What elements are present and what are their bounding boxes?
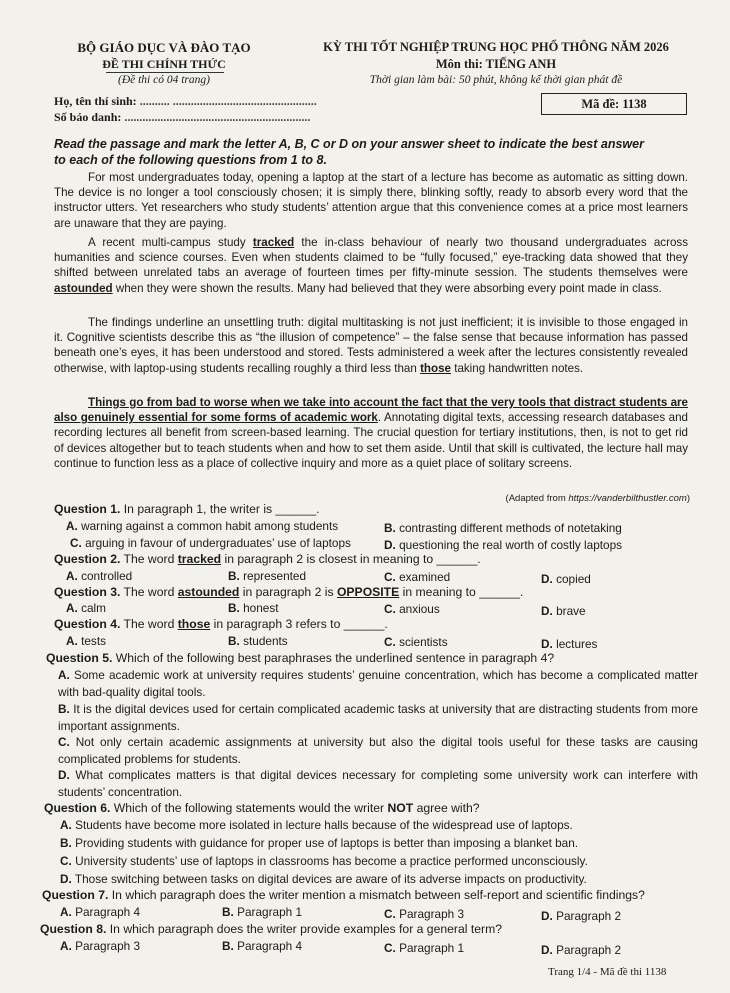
q1-option-d[interactable]: D. questioning the real worth of costly laptops	[384, 538, 623, 552]
candidate-name-field	[54, 94, 317, 109]
time-note: Thời gian làm bài: 50 phút, không kể thời gian phát đề	[369, 74, 623, 86]
q8-option-a[interactable]: A. Paragraph 3	[60, 939, 141, 953]
q2-option-c[interactable]: C. examined	[384, 570, 451, 584]
question-2: Question 2. The word tracked in paragraph 2 is closest in meaning to ______.	[54, 552, 481, 566]
q5-option-b[interactable]: B. It is the digital devices used for certain complicated academic tasks at university that are distracting students from more important assignments.	[58, 702, 698, 733]
exam-code-box: Mã đề: 1138	[541, 93, 687, 115]
q4-option-a[interactable]: A. tests	[66, 634, 107, 648]
id-label: Số báo danh:	[54, 110, 122, 124]
q2-option-b[interactable]: B. represented	[228, 569, 307, 583]
question-7: Question 7. In which paragraph does the writer mention a mismatch between self-report and scientific findings?	[42, 888, 645, 902]
q3-option-a[interactable]: A. calm	[66, 601, 107, 615]
q7-option-d[interactable]: D. Paragraph 2	[541, 909, 622, 923]
q4-option-c[interactable]: C. scientists	[384, 635, 448, 649]
name-dots: .......... ................................................	[139, 94, 317, 108]
id-dots: ..............................................................	[124, 110, 311, 124]
q3-option-d[interactable]: D. brave	[541, 604, 586, 618]
subject-label: Môn thi: TIẾNG ANH	[435, 57, 557, 71]
q8-option-b[interactable]: B. Paragraph 4	[222, 939, 303, 953]
source-url: https://vanderbilthustler.com	[568, 493, 687, 504]
question-3: Question 3. The word astounded in paragraph 2 is OPPOSITE in meaning to ______.	[54, 585, 524, 599]
question-6: Question 6. Which of the following statements would the writer NOT agree with?	[44, 801, 480, 815]
question-4: Question 4. The word those in paragraph 3 refers to ______.	[54, 617, 388, 631]
source-citation: (Adapted from https://vanderbilthustler.com)	[505, 493, 690, 504]
passage-paragraph-4: Things go from bad to worse when we take into account the fact that the very tools that distract students are also genuinely essential for some forms of academic work. Annotating digital texts, accessing research databases and recording lectures all benefit from screen-based learning. The crucial question for tertiary institutions, then, is not to get rid of devices altogether but to teach students when and how to set them aside. Until that skill is cultivated, the lecture hall may continue to function less as a place of collective inquiry and more as a quiet place of solitary screens.	[54, 396, 689, 470]
question-5: Question 5. Which of the following best paraphrases the underlined sentence in paragraph 4?	[46, 651, 555, 665]
passage-paragraph-3: The findings underline an unsettling truth: digital multitasking is not just inefficient; it is invisible to those engaged in it. Cognitive scientists describe this as “the illusion of competence” – the false sense that because information has passed beneath one’s eyes, it has been understood and stored. Tests administered a week after the lectures consistently revealed otherwise, with laptop-using students recalling roughly a third less than those taking handwritten notes.	[54, 316, 688, 375]
q6-option-a[interactable]: A. Students have become more isolated in lecture halls because of the widespread use of laptops.	[60, 818, 573, 832]
word-those: those	[420, 361, 451, 375]
q5-option-c[interactable]: C. Not only certain academic assignments at university but also the digital tools useful for these tasks are causing complicated problems for students.	[58, 735, 698, 766]
q6-option-c[interactable]: C. University students’ use of laptops in classrooms has become a practice performed unconsciously.	[60, 854, 588, 868]
word-tracked: tracked	[252, 236, 295, 249]
candidate-id-field	[54, 110, 310, 125]
q6-option-d[interactable]: D. Those switching between tasks on digital devices are aware of its adverse impacts on productivity.	[60, 872, 587, 886]
passage-paragraph-1: For most undergraduates today, opening a laptop at the start of a lecture has become as automatic as sitting down. The device is no longer a tool consciously chosen; it is simply there, blinking softly, ready to absorb every word that the instructor utters. Yet researchers who study students’ attention argue that this convenience comes at a price most learners are unaware that they are paying.	[54, 171, 688, 230]
q3-option-c[interactable]: C. anxious	[384, 602, 440, 616]
instruction-line-2: to each of the following questions from 1 to 8.	[54, 153, 327, 167]
q8-option-d[interactable]: D. Paragraph 2	[541, 943, 622, 957]
underlined-sentence: Things go from bad to worse when we take into account the fact that the very tools that distract students are also genuinely essential for some forms of academic work	[54, 396, 688, 425]
q7-option-b[interactable]: B. Paragraph 1	[222, 905, 303, 919]
question-8: Question 8. In which paragraph does the writer provide examples for a general term?	[40, 922, 503, 936]
passage-paragraph-2: A recent multi-campus study tracked the in-class behaviour of nearly two thousand undergraduates across humanities and science courses. Even when students claimed to be “fully focused,” eye-tracking data showed that they shifted between unrelated tabs an average of fourteen times per fifty-minute session. The students themselves were astounded when they were shown the results. Many had believed that they were absorbing every point made in class.	[54, 236, 689, 295]
q1-option-c[interactable]: C. arguing in favour of undergraduates’ use of laptops	[70, 536, 351, 550]
q3-option-b[interactable]: B. honest	[228, 601, 279, 615]
official-underline	[106, 72, 224, 73]
q4-option-b[interactable]: B. students	[228, 634, 288, 648]
q8-option-c[interactable]: C. Paragraph 1	[384, 941, 465, 955]
q1-option-b[interactable]: B. contrasting different methods of notetaking	[384, 521, 622, 535]
q2-option-d[interactable]: D. copied	[541, 572, 591, 586]
instruction-line-1: Read the passage and mark the letter A, B, C or D on your answer sheet to indicate the best answer	[54, 137, 644, 151]
q7-option-a[interactable]: A. Paragraph 4	[60, 905, 141, 919]
ministry-name: BỘ GIÁO DỤC VÀ ĐÀO TẠO	[77, 40, 251, 55]
name-label: Họ, tên thí sinh:	[54, 94, 137, 108]
official-exam-label: ĐỀ THI CHÍNH THỨC	[102, 57, 226, 71]
exam-title: KỲ THI TỐT NGHIỆP TRUNG HỌC PHỔ THÔNG NĂM 2026	[323, 40, 669, 54]
q6-option-b[interactable]: B. Providing students with guidance for proper use of laptops is better than imposing a blanket ban.	[60, 836, 579, 850]
q5-option-d[interactable]: D. What complicates matters is that digital devices necessary for completing some university work can interfere with students’ concentration.	[58, 768, 698, 799]
page-footer: Trang 1/4 - Mã đề thi 1138	[548, 966, 667, 978]
question-1: Question 1. In paragraph 1, the writer is ______.	[54, 502, 320, 516]
q4-option-d[interactable]: D. lectures	[541, 637, 598, 651]
word-astounded: astounded	[54, 281, 113, 295]
q2-option-a[interactable]: A. controlled	[66, 569, 133, 583]
q7-option-c[interactable]: C. Paragraph 3	[384, 907, 465, 921]
pages-note: (Đề thi có 04 trang)	[118, 74, 210, 86]
q5-option-a[interactable]: A. Some academic work at university requires students’ genuine concentration, which has become a complicated matter with bad-quality digital tools.	[58, 668, 698, 699]
q1-option-a[interactable]: A. warning against a common habit among students	[66, 519, 339, 533]
